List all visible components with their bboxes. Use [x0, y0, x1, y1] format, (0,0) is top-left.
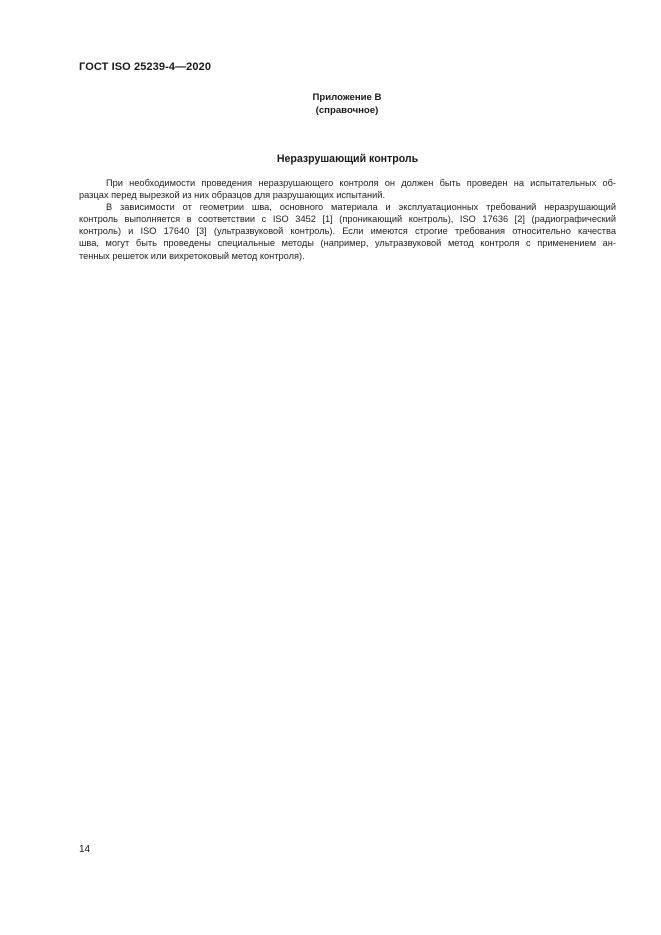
section-title: Неразрушающий контроль: [276, 153, 419, 165]
paragraph-line: шва, могут быть проведены специальные методы (например, ультразвуковой метод контроля с применением ан-: [79, 238, 616, 249]
appendix-title: Приложение В: [312, 92, 382, 103]
paragraph-1: [79, 177, 616, 201]
paragraph-line: При необходимости проведения неразрушающего контроля он должен быть проведен на испытательных об-: [106, 178, 616, 188]
paragraph-line: разцах перед вырезкой из них образцов для разрушающих испытаний.: [79, 190, 386, 201]
appendix-heading: [274, 92, 420, 117]
paragraph-line: В зависимости от геометрии шва, основного материала и эксплуатационных требований неразрушающий: [106, 202, 616, 213]
paragraph-line: контроль) и ISO 17640 [3] (ультразвуковой контроль). Если имеются строгие требования относительно качества: [79, 226, 616, 237]
appendix-subtitle: (справочное): [315, 104, 379, 116]
paragraph-2: [79, 201, 616, 261]
document-header: ГОСТ ISO 25239-4—2020: [79, 61, 212, 73]
page-number: 14: [79, 844, 91, 855]
paragraph-line: тенных решеток или вихретоковый метод контроля).: [79, 250, 305, 261]
paragraph-line: контроль выполняется в соответствии с ISO 3452 [1] (проникающий контроль), ISO 17636 [2] (радиографический: [79, 214, 616, 225]
body-text: [79, 177, 616, 262]
